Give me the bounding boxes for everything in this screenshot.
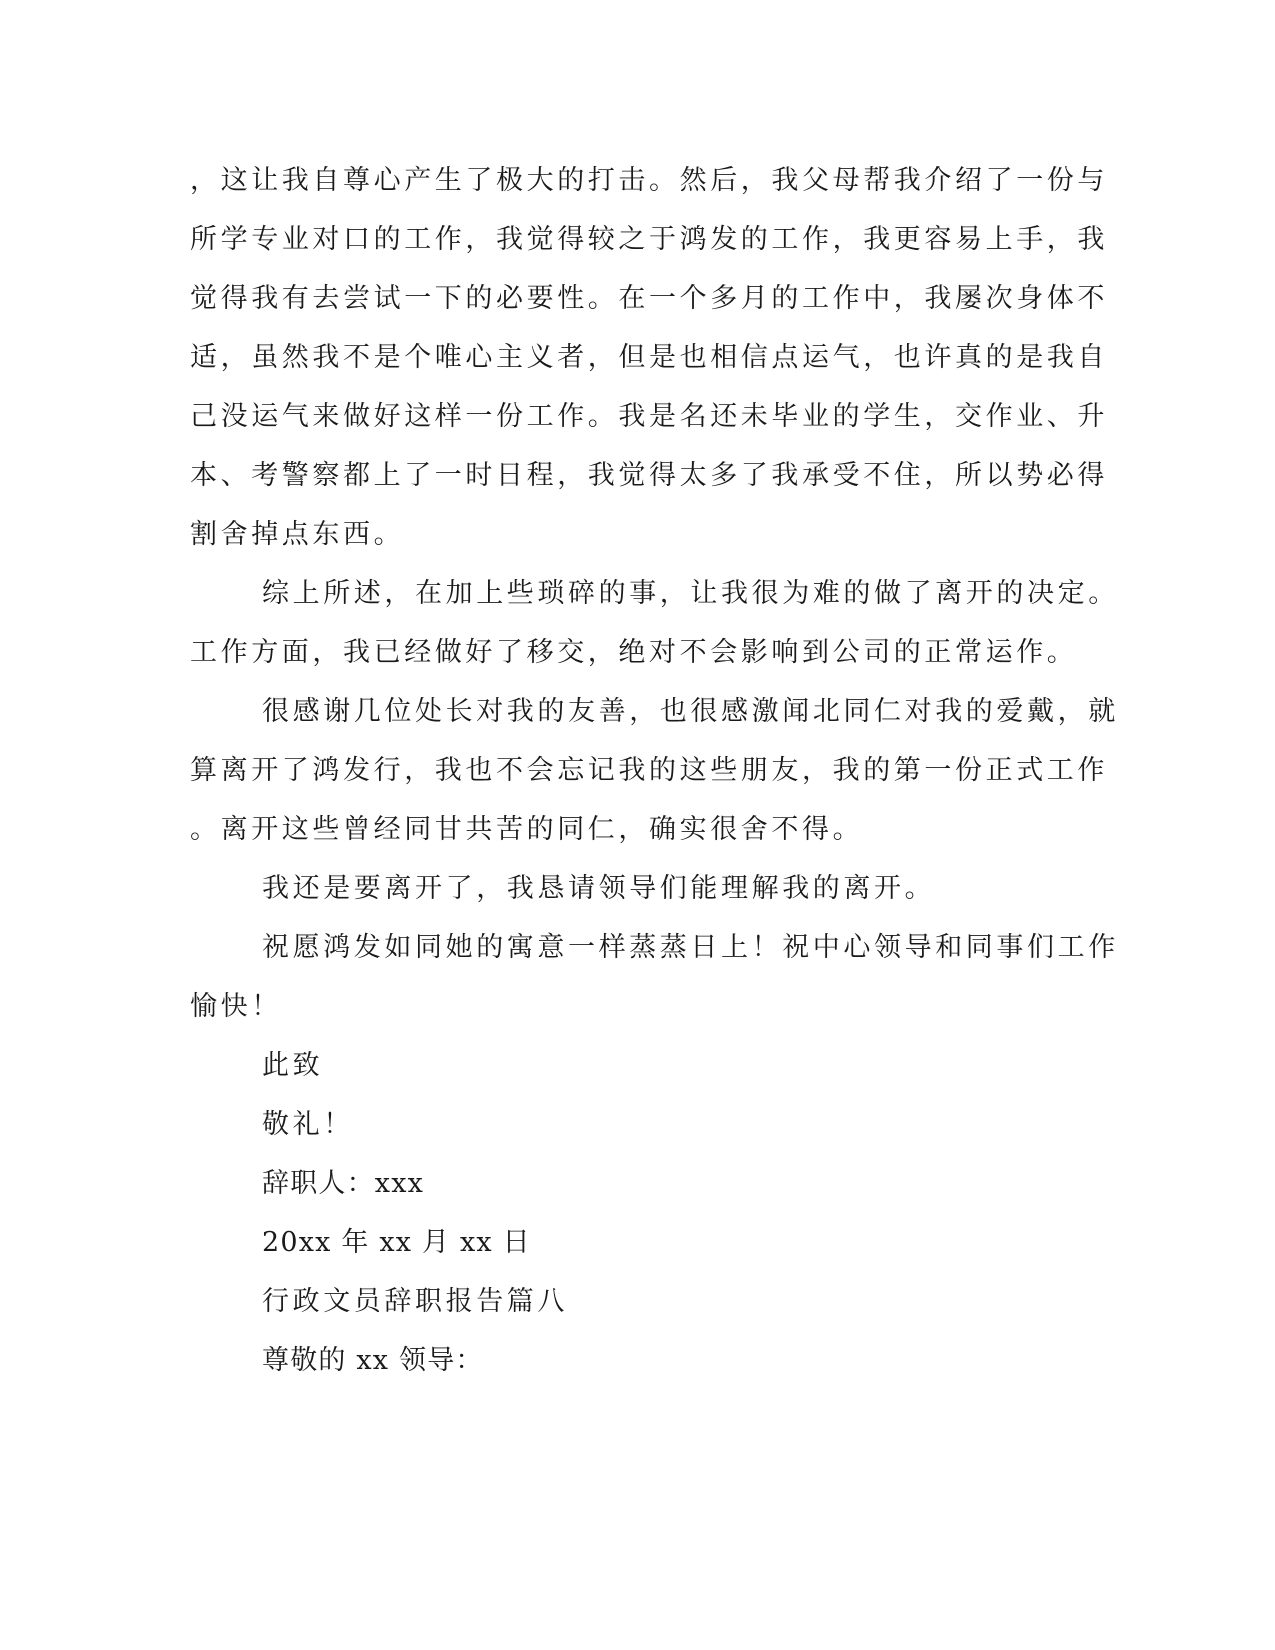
date-line: 20xx 年 xx 月 xx 日: [262, 1227, 531, 1258]
section-title: 行政文员辞职报告篇八: [262, 1286, 568, 1317]
paragraph-line: 本、考警察都上了一时日程，我觉得太多了我承受不住，所以势必得: [190, 460, 1108, 491]
paragraph-line: 所学专业对口的工作，我觉得较之于鸿发的工作，我更容易上手，我: [190, 224, 1108, 255]
closing-text: 此致: [262, 1050, 324, 1081]
paragraph-line: 祝愿鸿发如同她的寓意一样蒸蒸日上！祝中心领导和同事们工作: [262, 932, 1119, 963]
paragraph-line: 觉得我有去尝试一下的必要性。在一个多月的工作中，我屡次身体不: [190, 283, 1108, 314]
paragraph-line: 我还是要离开了，我恳请领导们能理解我的离开。: [262, 873, 936, 904]
paragraph-line: 工作方面，我已经做好了移交，绝对不会影响到公司的正常运作。: [190, 637, 1078, 668]
salutation-line: 尊敬的 xx 领导：: [262, 1345, 484, 1376]
paragraph-line: 己没运气来做好这样一份工作。我是名还未毕业的学生，交作业、升: [190, 401, 1108, 432]
paragraph-line: 。离开这些曾经同甘共苦的同仁，确实很舍不得。: [190, 814, 864, 845]
paragraph-line: 适，虽然我不是个唯心主义者，但是也相信点运气，也许真的是我自: [190, 342, 1108, 373]
paragraph-line: 割舍掉点东西。: [190, 519, 405, 550]
signer-line: 辞职人：xxx: [262, 1168, 425, 1199]
paragraph-line: 愉快！: [190, 991, 282, 1022]
paragraph-line: 很感谢几位处长对我的友善，也很感激闻北同仁对我的爱戴，就: [262, 696, 1119, 727]
paragraph-line: 综上所述，在加上些琐碎的事，让我很为难的做了离开的决定。: [262, 578, 1119, 609]
closing-text: 敬礼！: [262, 1109, 354, 1140]
paragraph-line: 算离开了鸿发行，我也不会忘记我的这些朋友，我的第一份正式工作: [190, 755, 1108, 786]
paragraph-line: ，这让我自尊心产生了极大的打击。然后，我父母帮我介绍了一份与: [190, 165, 1108, 196]
